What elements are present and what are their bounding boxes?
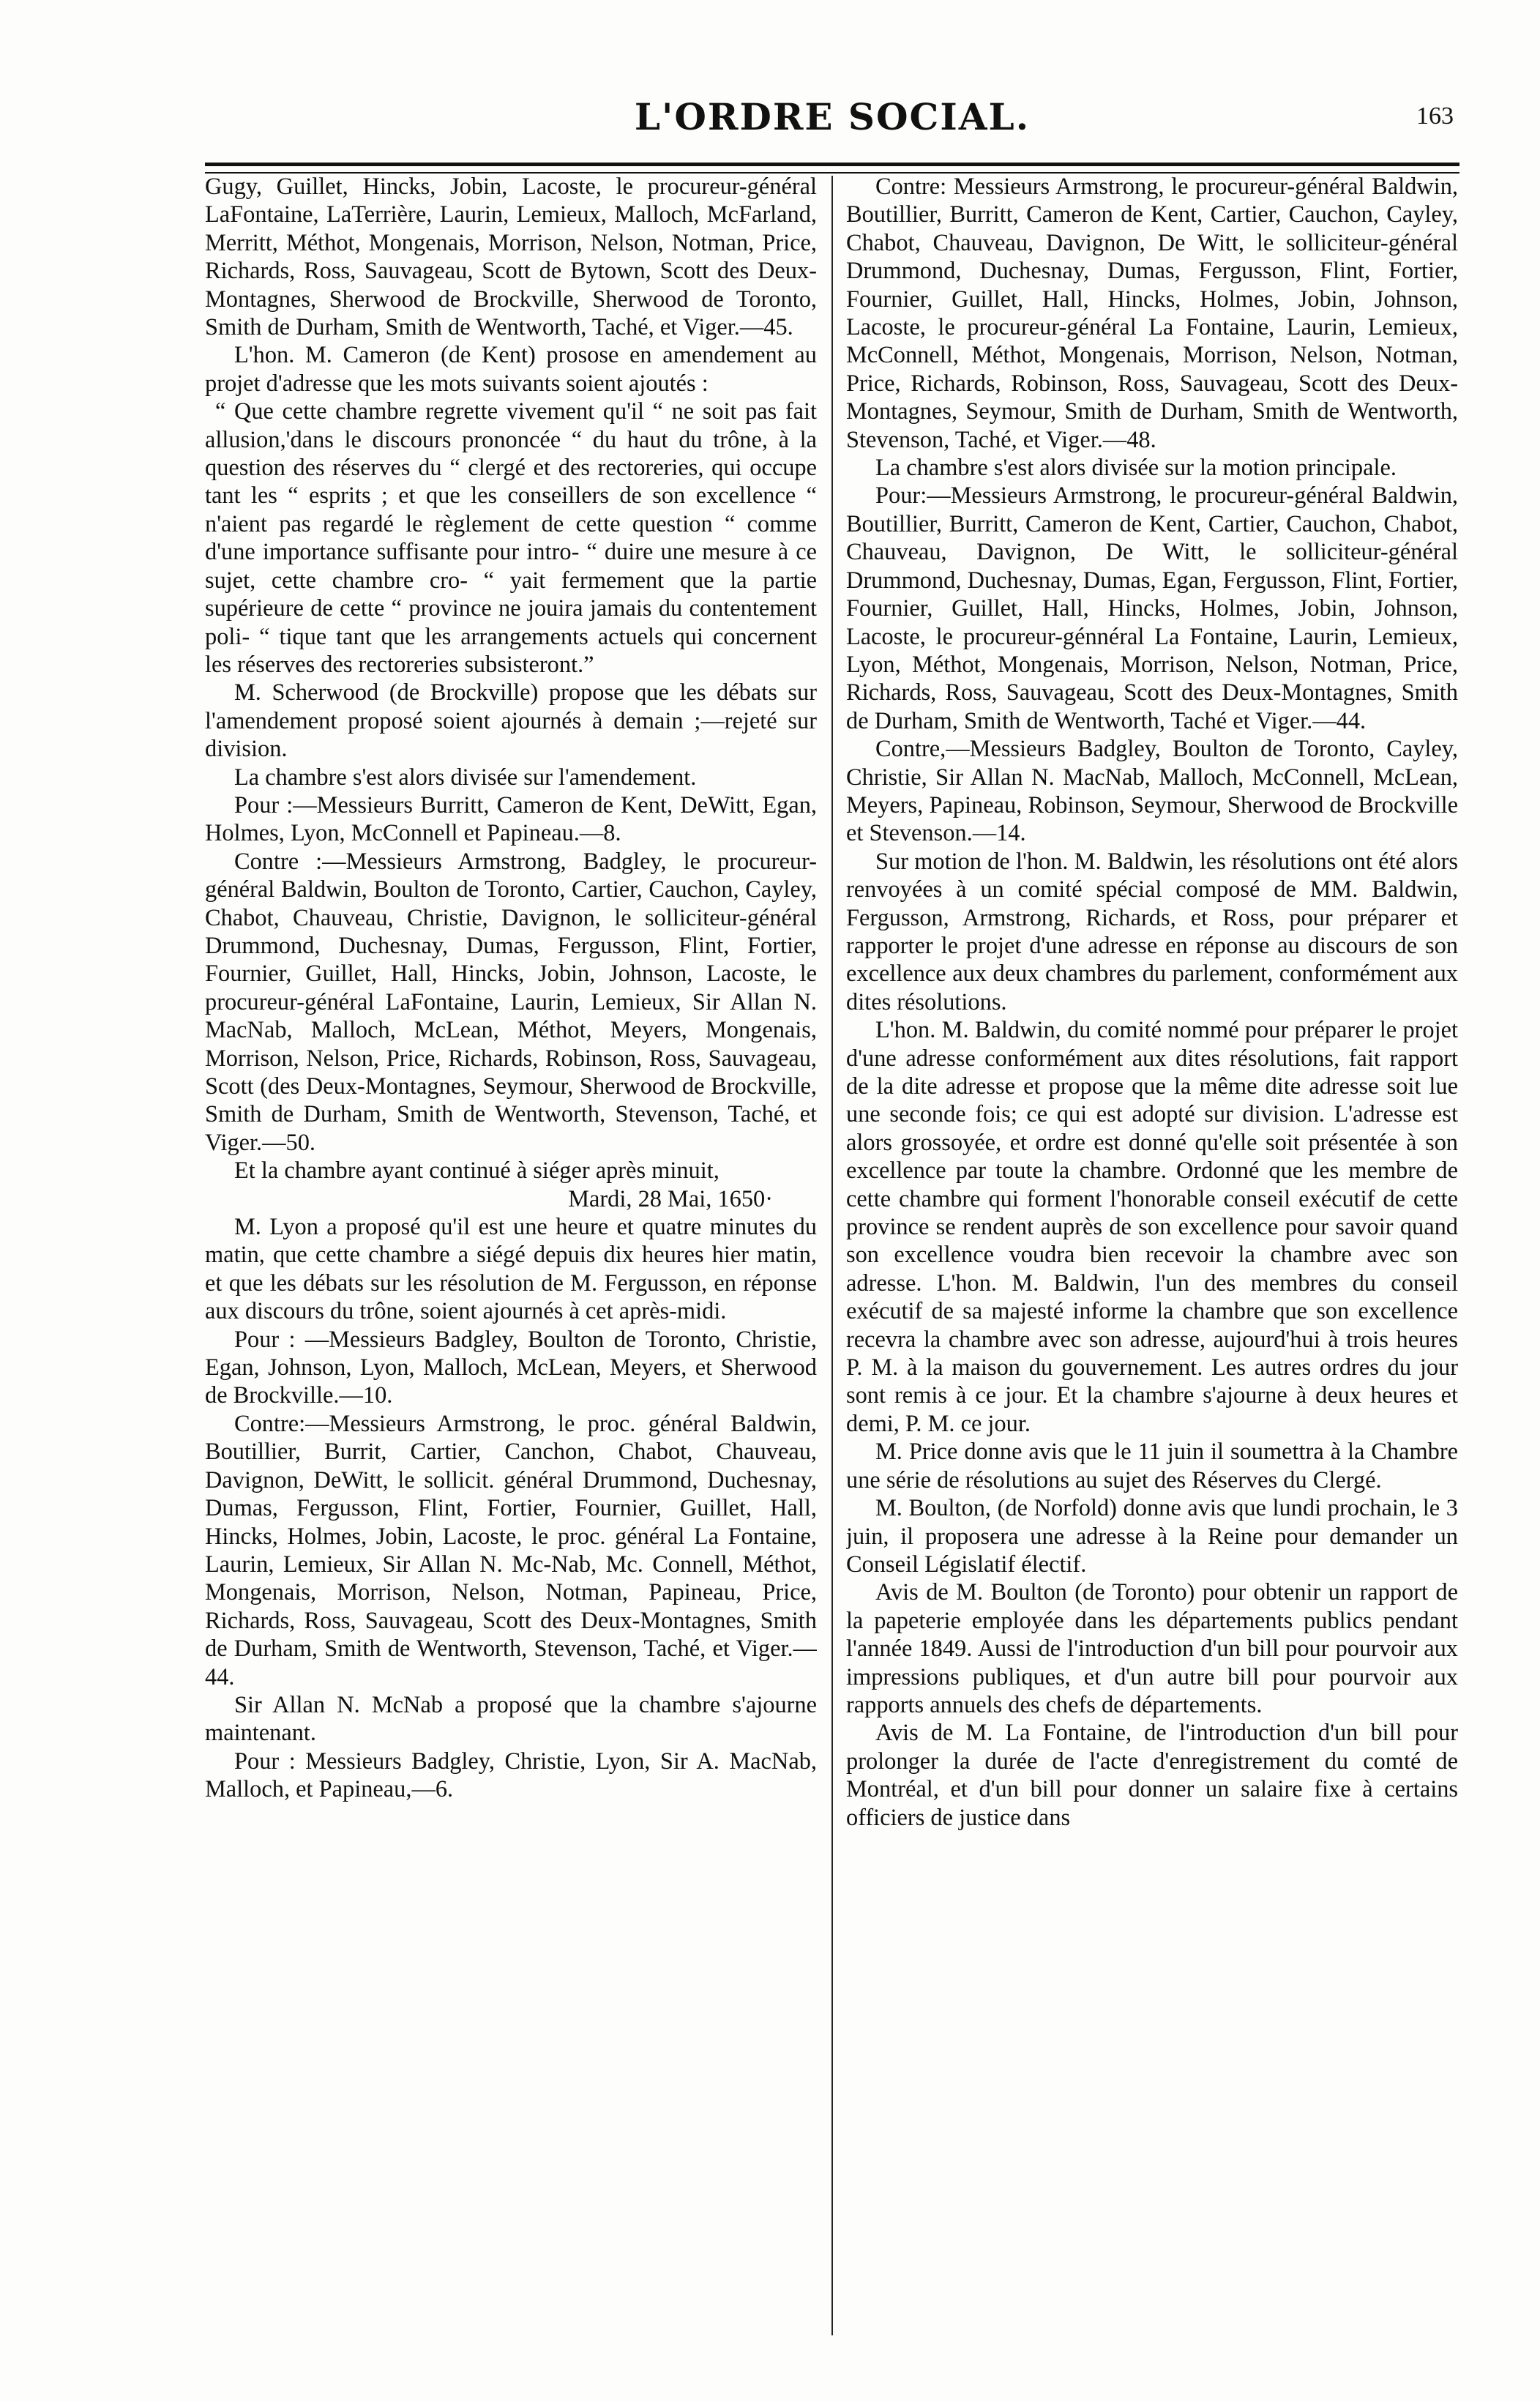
paragraph: Gugy, Guillet, Hincks, Jobin, Lacoste, le procureur-général LaFontaine, LaTerrière, Laurin, Lemieux, Malloch, McFarland, Merritt, Méthot, Mongenais, Morrison, Nelson, Notman, Price, Richards, Ross, Sauvageau, Scott de Bytown, Scott des Deux-Montagnes, Sherwood de Brockville, Sherwood de Toronto, Smith de Durham, Smith de Wentworth, Taché, et Viger.—45. [205,174,817,341]
paragraph: Avis de M. La Fontaine, de l'introduction d'un bill pour prolonger la durée de l'acte d'enregistrement du comté de Montréal, et d'un bill pour donner un salaire fixe à certains officiers de justice dans [846,1720,1458,1831]
paragraph: Sur motion de l'hon. M. Baldwin, les résolutions ont été alors renvoyées à un comité spécial composé de MM. Baldwin, Fergusson, Armstrong, Richards, et Ross, pour préparer et rapporter le projet d'une adresse en réponse au discours de son excellence aux deux chambres du parlement, conformément aux dites résolutions. [846,848,1458,1015]
paragraph: M. Price donne avis que le 11 juin il soumettra à la Chambre une série de résolutions au sujet des Réserves du Clergé. [846,1439,1458,1493]
paragraph: Contre,—Messieurs Badgley, Boulton de Toronto, Cayley, Christie, Sir Allan N. MacNab, Malloch, McConnell, McLean, Meyers, Papineau, Robinson, Seymour, Sherwood de Brockville et Stevenson.—14. [846,736,1458,847]
paragraph: M. Boulton, (de Norfold) donne avis que lundi prochain, le 3 juin, il proposera une adresse à la Reine pour demander un Conseil Législatif électif. [846,1495,1458,1578]
paragraph: Contre :—Messieurs Armstrong, Badgley, le procureur-général Baldwin, Boulton de Toronto, Cartier, Cauchon, Cayley, Chabot, Chauveau, Christie, Davignon, le solliciteur-général Drummond, Duchesnay, Dumas, Fergusson, Flint, Fortier, Fournier, Guillet, Hall, Hincks, Jobin, Johnson, Lacoste, le procureur-général LaFontaine, Laurin, Lemieux, Sir Allan N. MacNab, Malloch, McLean, Méthot, Meyers, Mongenais, Morrison, Nelson, Price, Richards, Robinson, Ross, Sauvageau, Scott (des Deux-Montagnes, Seymour, Sherwood de Brockville, Smith de Durham, Smith de Wentworth, Stevenson, Taché, et Viger.—50. [205,848,817,1156]
paragraph: Sir Allan N. McNab a proposé que la chambre s'ajourne maintenant. [205,1691,817,1747]
paragraph: La chambre s'est alors divisée sur l'amendement. [234,764,697,791]
paragraph: Contre:—Messieurs Armstrong, le proc. général Baldwin, Boutillier, Burrit, Cartier, Canchon, Chabot, Chauveau, Davignon, DeWitt, le sollicit. général Drummond, Duchesnay, Dumas, Fergusson, Flint, Fortier, Fournier, Guillet, Hall, Hincks, Holmes, Jobin, Lacoste, le proc. général La Fontaine, Laurin, Lemieux, Sir Allan N. Mc-Nab, Mc. Connell, Méthot, Mongenais, Morrison, Nelson, Notman, Papineau, Price, Richards, Ross, Sauvageau, Scott des Deux-Montagnes, Smith de Durham, Smith de Wentworth, Stevenson, Taché, et Viger.—44. [205,1410,817,1690]
paragraph: Contre: Messieurs Armstrong, le procureur-général Baldwin, Boutillier, Burritt, Cameron de Kent, Cartier, Cauchon, Cayley, Chabot, Chauveau, Davignon, De Witt, le solliciteur-général Drummond, Duchesnay, Dumas, Fergusson, Flint, Fortier, Fournier, Guillet, Hall, Hincks, Holmes, Jobin, Johnson, Lacoste, le procureur-général La Fontaine, Laurin, Lemieux, McConnell, Méthot, Mongenais, Morrison, Nelson, Notman, Price, Richards, Robinson, Ross, Sauvageau, Scott des Deux-Montagnes, Seymour, Smith de Durham, Smith de Wentworth, Stevenson, Taché, et Viger.—48. [846,174,1458,453]
paragraph: Et la chambre ayant continué à siéger après minuit, [234,1157,719,1185]
paragraph: L'hon. M. Baldwin, du comité nommé pour préparer le projet d'une adresse conformément aux dites résolutions, fait rapport de la dite adresse et propose que la même dite adresse soit lue une seconde fois; ce qui est adopté sur division. L'adresse est alors grossoyée, et ordre est donné qu'elle soit présentée à son excellence par toute la chambre. Ordonné que les membre de cette chambre qui forment l'honorable conseil exécutif de cette province se rendent auprès de son excellence pour savoir quand son excellence voudra bien recevoir la chambre avec son adresse. L'hon. M. Baldwin, l'un des membres du conseil exécutif de sa majesté informe la chambre que son excellence recevra la chambre avec son adresse, aujourd'hui à trois heures P. M. à la maison du gouvernement. Les autres ordres du jour sont remis à ce jour. Et la chambre s'ajourne à deux heures et demi, P. M. ce jour. [846,1017,1458,1437]
paragraph: “ Que cette chambre regrette vivement qu'il “ ne soit pas fait allusion,'dans le discours prononcée “ du haut du trône, à la question des réserves du “ clergé et des rectoreries, qui occupe tant les “ esprits ; et que les conseillers de son excellence “ n'aient pas regardé le règlement de cette question “ comme d'une importance suffisante pour intro- “ duire une mesure à ce sujet, cette chambre cro- “ yait fermement que la partie supérieure de cette “ province ne jouira jamais du contentement poli- “ tique tant que les arrangements actuels qui concernent les réserves des rectoreries subsisteront.” [205,398,817,678]
paragraph: Avis de M. Boulton (de Toronto) pour obtenir un rapport de la papeterie employée dans les départements publics pendant l'année 1849. Aussi de l'introduction d'un bill pour pourvoir aux impressions publiques, et d'un autre bill pour pourvoir aux rapports annuels des chefs de départements. [846,1579,1458,1718]
paragraph: Mardi, 28 Mai, 1650· [568,1185,773,1212]
paragraph: La chambre s'est alors divisée sur la motion principale. [875,455,1397,482]
header-rule [205,163,1459,174]
right-column [846,173,1458,2340]
paragraph: Pour : Messieurs Badgley, Christie, Lyon, Sir A. MacNab, Malloch, et Papineau,—6. [205,1748,817,1803]
paragraph: Pour:—Messieurs Armstrong, le procureur-général Baldwin, Boutillier, Burritt, Cameron de Kent, Cartier, Cauchon, Chabot, Chauveau, Davignon, De Witt, le solliciteur-général Drummond, Duchesnay, Dumas, Egan, Fergusson, Flint, Fortier, Fournier, Guillet, Hall, Hincks, Holmes, Jobin, Johnson, Lacoste, le procureur-génnéral La Fontaine, Laurin, Lemieux, Lyon, Méthot, Mongenais, Morrison, Nelson, Notman, Price, Richards, Ross, Sauvageau, Scott des Deux-Montagnes, Smith de Durham, Smith de Wentworth, Taché et Viger.—44. [846,482,1458,734]
page-header [205,88,1459,154]
left-column [205,173,817,2340]
paragraph: Pour : —Messieurs Badgley, Boulton de Toronto, Christie, Egan, Johnson, Lyon, Malloch, McLean, Meyers, et Sherwood de Brockville.—10. [205,1326,817,1409]
column-divider [831,176,833,2335]
paragraph: L'hon. M. Cameron (de Kent) prosose en amendement au projet d'adresse que les mots suivants soient ajoutés : [205,342,817,397]
paragraph: Pour :—Messieurs Burritt, Cameron de Kent, DeWitt, Egan, Holmes, Lyon, McConnell et Papineau.—8. [205,791,817,847]
paragraph: M. Lyon a proposé qu'il est une heure et quatre minutes du matin, que cette chambre a siégé depuis dix heures hier matin, et que les débats sur les résolution de M. Fergusson, en réponse aux discours du trône, soient ajournés à cet après-midi. [205,1214,817,1325]
page-title: L'ORDRE SOCIAL. [634,95,1031,138]
page-number: 163 [1416,102,1454,130]
paragraph: M. Scherwood (de Brockville) propose que les débats sur l'amendement proposé soient ajournés à demain ;—rejeté sur division. [205,679,817,763]
